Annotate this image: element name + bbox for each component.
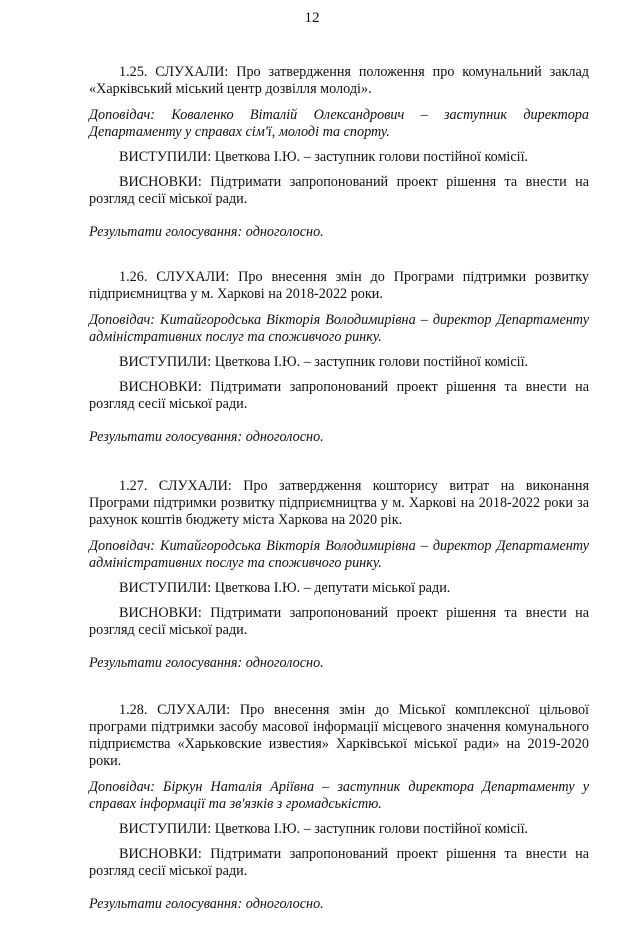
speakers-text: ВИСТУПИЛИ: Цветкова І.Ю. – заступник голови постійної комісії. (119, 354, 529, 370)
reporter-text: Доповідач: Китайгородська Вікторія Володимирівна – директор Департаменту адміністративних послуг та споживчого ринку. (89, 312, 589, 345)
page-number: 12 (304, 10, 320, 26)
conclusions-text: ВИСНОВКИ: Підтримати запропонований проект рішення та внести на розгляд сесії міської ради. (89, 174, 589, 207)
voting-result: Результати голосування: одноголосно. (89, 655, 324, 671)
agenda-item-1-28 (89, 702, 589, 913)
speakers-text: ВИСТУПИЛИ: Цветкова І.Ю. – депутати міської ради. (119, 580, 451, 596)
reporter-text: Доповідач: Китайгородська Вікторія Володимирівна – директор Департаменту адміністративних послуг та споживчого ринку. (89, 538, 589, 571)
conclusions-text: ВИСНОВКИ: Підтримати запропонований проект рішення та внести на розгляд сесії міської ради. (89, 605, 589, 638)
voting-result: Результати голосування: одноголосно. (89, 896, 324, 912)
heard-text: 1.28. СЛУХАЛИ: Про внесення змін до Міської комплексної цільової програми підтримки засобу масової інформації місцевого значення комунального підприємства «Харьковские известия» Харківської міської ради» на 2019-2020 роки. (89, 702, 589, 769)
voting-result: Результати голосування: одноголосно. (89, 224, 324, 240)
voting-result: Результати голосування: одноголосно. (89, 429, 324, 445)
agenda-item-1-26 (89, 269, 589, 446)
minutes-content (89, 64, 589, 943)
speakers-text: ВИСТУПИЛИ: Цветкова І.Ю. – заступник голови постійної комісії. (119, 149, 529, 165)
heard-text: 1.26. СЛУХАЛИ: Про внесення змін до Програми підтримки розвитку підприємництва у м. Харкові на 2018-2022 роки. (89, 269, 589, 302)
speakers-text: ВИСТУПИЛИ: Цветкова І.Ю. – заступник голови постійної комісії. (119, 821, 529, 837)
reporter-text: Доповідач: Коваленко Віталій Олександрович – заступник директора Департаменту у справах сім'ї, молоді та спорту. (89, 107, 589, 140)
agenda-item-1-27 (89, 478, 589, 672)
reporter-text: Доповідач: Біркун Наталія Аріївна – заступник директора Департаменту у справах інформації та зв'язків з громадськістю. (89, 779, 589, 812)
conclusions-text: ВИСНОВКИ: Підтримати запропонований проект рішення та внести на розгляд сесії міської ради. (89, 846, 589, 879)
heard-text: 1.27. СЛУХАЛИ: Про затвердження кошторису витрат на виконання Програми підтримки розвитку підприємництва у м. Харкові на 2018-2022 роки за рахунок коштів бюджету міста Харкова на 2020 рік. (89, 478, 589, 528)
conclusions-text: ВИСНОВКИ: Підтримати запропонований проект рішення та внести на розгляд сесії міської ради. (89, 379, 589, 412)
heard-text: 1.25. СЛУХАЛИ: Про затвердження положення про комунальний заклад «Харківський міський центр дозвілля молоді». (89, 64, 589, 97)
agenda-item-1-25 (89, 64, 589, 241)
